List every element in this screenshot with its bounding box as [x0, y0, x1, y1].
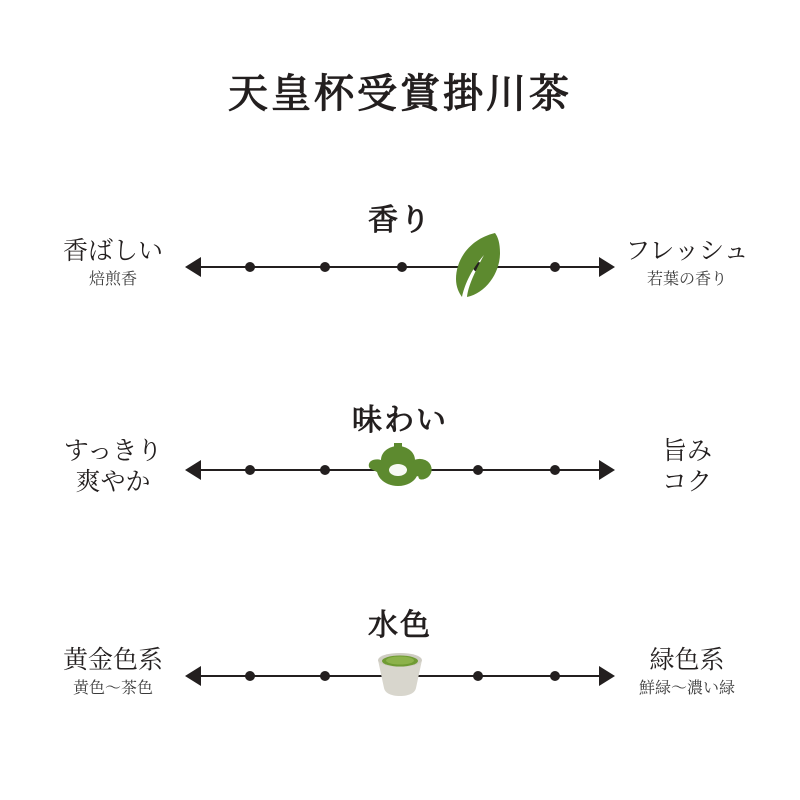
axis-taste-left-main-1: すっきり	[63, 438, 163, 465]
axis-label-taste: 味わい	[352, 404, 448, 437]
tick-dot	[473, 671, 483, 681]
arrow-right-icon	[599, 460, 615, 480]
axis-aroma-right-sub: 若葉の香り	[646, 270, 727, 288]
axis-taste-right-main-2: コク	[661, 468, 712, 496]
tick-dot	[397, 262, 407, 272]
teapot-icon	[361, 430, 435, 504]
tick-dot	[320, 671, 330, 681]
axis-aroma-right-labels	[592, 237, 782, 290]
axis-taste-scale	[185, 450, 615, 490]
arrow-right-icon	[599, 257, 615, 277]
tick-dot	[550, 262, 560, 272]
axis-aroma-right-main: フレッシュ	[625, 238, 749, 265]
axis-color-right-sub: 鮮緑〜濃い緑	[638, 679, 735, 697]
axis-aroma-left-sub: 焙煎香	[88, 270, 137, 288]
axis-color-left-sub: 黄色〜茶色	[72, 679, 153, 697]
tick-dot	[550, 671, 560, 681]
tick-dot	[550, 465, 560, 475]
axis-taste-left-labels	[18, 437, 208, 498]
arrow-right-icon	[599, 666, 615, 686]
tick-dot	[245, 465, 255, 475]
axis-aroma-left-labels	[18, 237, 208, 290]
axis-aroma-left-main: 香ばしい	[62, 238, 163, 265]
axis-label-aroma: 香り	[368, 204, 432, 237]
axis-taste-right-labels	[592, 437, 782, 498]
axis-color-right-main: 緑色系	[649, 647, 725, 674]
axis-color-right-labels	[592, 646, 782, 699]
axis-taste-left-main-2: 爽やか	[75, 468, 151, 496]
tick-dot	[473, 465, 483, 475]
axis-taste-right-main-1: 旨み	[661, 438, 712, 465]
page-title: 天皇杯受賞掛川茶	[228, 71, 572, 116]
axis-aroma-scale	[185, 247, 615, 287]
tick-dot	[245, 671, 255, 681]
axis-label-color: 水色	[368, 609, 432, 642]
axis-color-scale	[185, 656, 615, 696]
tea-leaf-icon	[440, 227, 514, 301]
tick-dot	[320, 262, 330, 272]
tea-cup-icon	[363, 636, 437, 710]
axis-color-left-labels	[18, 646, 208, 699]
tick-dot	[245, 262, 255, 272]
tick-dot	[320, 465, 330, 475]
axis-color-left-main: 黄金色系	[62, 647, 163, 674]
